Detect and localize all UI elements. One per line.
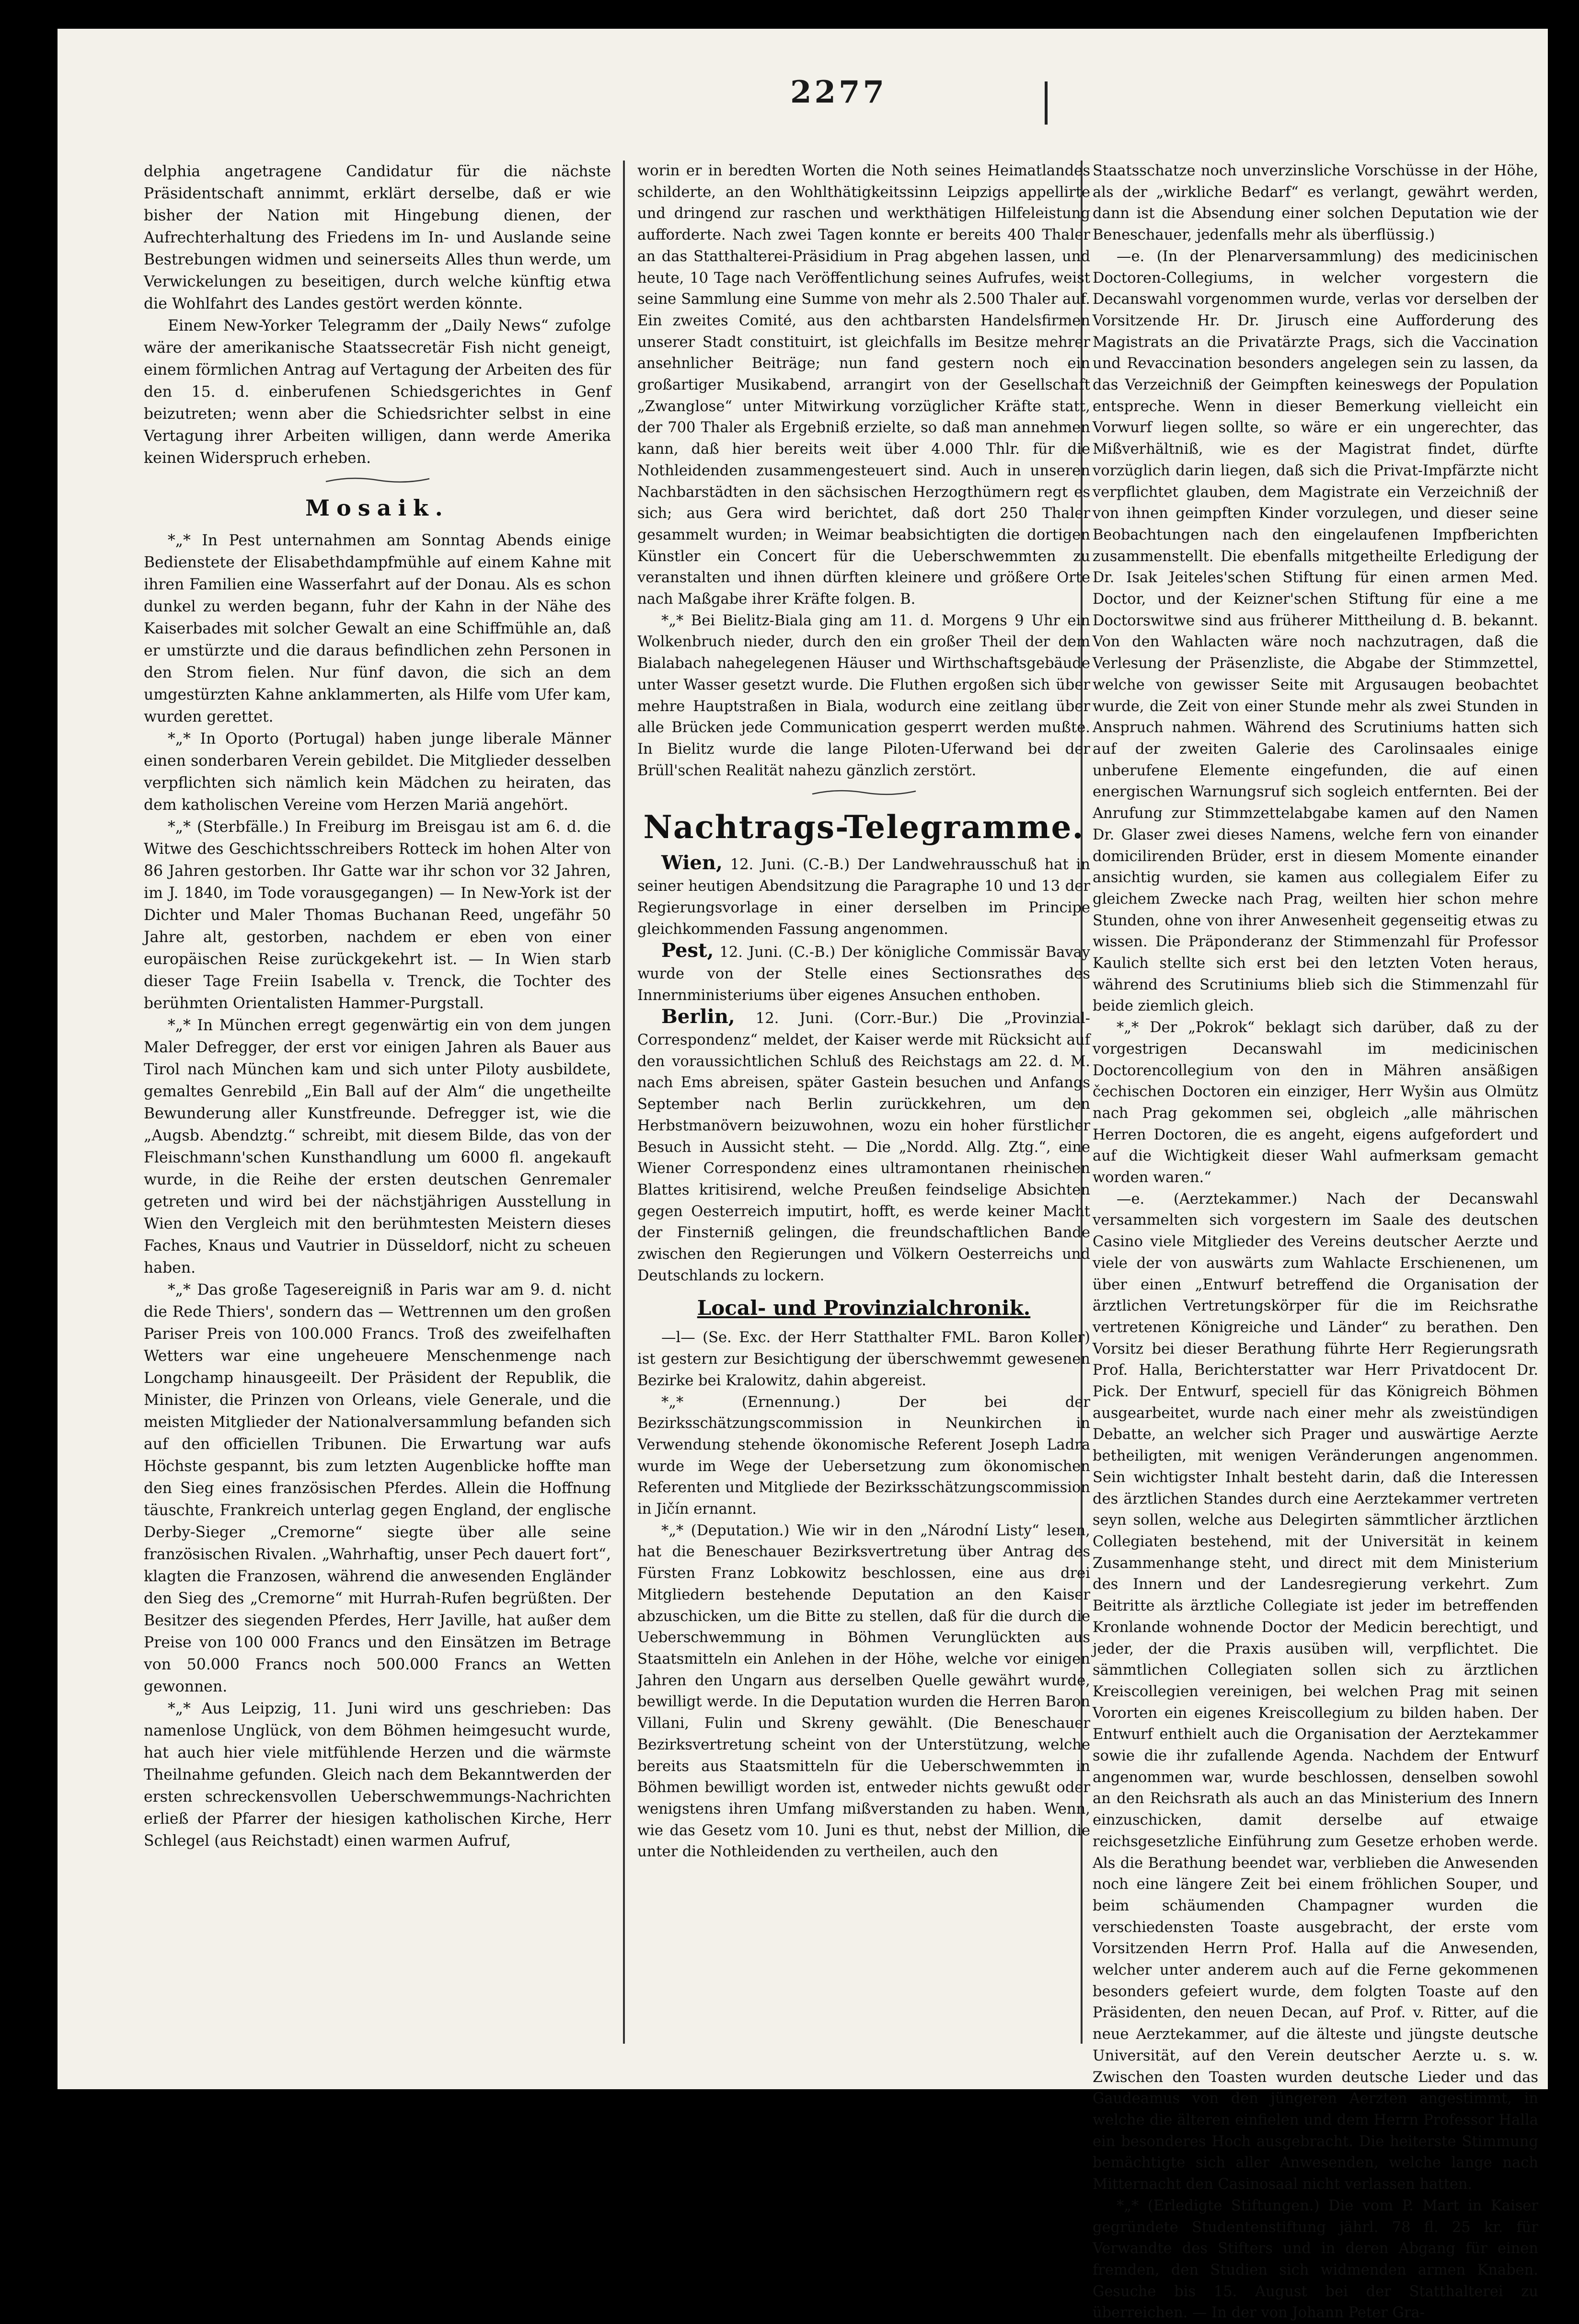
paragraph: *„* Bei Bielitz-Biala ging am 11. d. Morgens 9 Uhr ein Wolkenbruch nieder, durch den ein großer Theil der dem Bialabach nahegelegenen Häuser und Wirthschaftsgebäude unter Wasser gesetzt wurde. Die Fluthen ergoßen sich über mehre Hauptstraßen in Biala, wodurch eine zeitlang über alle Brücken jede Communication gesperrt werden mußte. In Bielitz wurde die lange Piloten-Uferwand bei der Brüll'schen Realität nahezu gänzlich zerstört. xyxy=(637,612,1090,779)
paragraph: *„* Aus Leipzig, 11. Juni wird uns geschrieben: Das namenlose Unglück, von dem Böhmen heimgesucht wurde, hat auch hier viele mitfühlende Herzen und die wärmste Theilnahme gefunden. Gleich nach dem Bekanntwerden der ersten schreckensvollen Ueberschwemmungs-Nachrichten erließ der Pfarrer der hiesigen katholischen Kirche, Herr Schlegel (aus Reichstadt) einen warmen Aufruf, xyxy=(144,1700,611,1850)
paragraph: *„* In Pest unternahmen am Sonntag Abends einige Bedienstete der Elisabethdampfmühle auf einem Kahne mit ihren Familien eine Wasserfahrt auf der Donau. Als es schon dunkel zu werden begann, fuhr der Kahn in der Nähe des Kaiserbades mit solcher Gewalt an eine Schiffmühle an, daß er umstürzte und die daraus befindlichen zehn Personen in den Strom fielen. Nur fünf davon, die sich an dem umgestürzten Kahne anklammerten, als Hilfe vom Ufer kam, wurden gerettet. xyxy=(144,532,611,725)
column-2 xyxy=(637,161,1090,2053)
telegram-text: 12. Juni. (C.-B.) Der königliche Commissär Bavay wurde von der Stelle eines Sectionsrathes des Innernministeriums über eigenes Ansuchen enthoben. xyxy=(637,944,1090,1004)
column-rule xyxy=(623,161,625,2044)
section-heading-local: Local- und Provinzialchronik. xyxy=(697,1296,1031,1320)
paragraph: delphia angetragene Candidatur für die nächste Präsidentschaft annimmt, erklärt derselbe, daß er wie bisher der Nation mit Hingebung dienen, der Aufrechterhaltung des Friedens im In- und Auslande seine Bestrebungen widmen und seinerseits Alles thun werde, um Verwickelungen zu beseitigen, durch welche künftig etwa die Wohlfahrt des Landes gestört werden könnte. xyxy=(144,163,611,312)
section-divider xyxy=(325,476,430,484)
dateline: Wien, xyxy=(661,851,723,874)
paragraph: *„* (Ernennung.) Der bei der Bezirksschätzungscommission in Neunkirchen in Verwendung stehende ökonomische Referent Joseph Ladra wurde im Wege der Uebersetzung zum ökonomischen Referenten und Mitgliede der Bezirksschätzungscommission in Jičín ernannt. xyxy=(637,1393,1090,1518)
dateline: Pest, xyxy=(661,939,714,962)
telegram-vienna xyxy=(637,852,1090,940)
column-3 xyxy=(1093,161,1538,2322)
paragraph: *„* (Sterbfälle.) In Freiburg im Breisgau ist am 6. d. die Witwe des Geschichtsschreibers Rotteck im hohen Alter von 86 Jahren gestorben. Ihr Gatte war ihr schon vor 32 Jahren, im J. 1840, im Tode vorausgegangen) — In New-York ist der Dichter und Maler Thomas Buchanan Reed, ungefähr 50 Jahre alt, gestorben, nachdem er eben von einer europäischen Reise zurückgekehrt ist. — In Wien starb dieser Tage Freiin Isabella v. Trenck, die Tochter des berühmten Orientalisten Hammer-Purgstall. xyxy=(144,818,611,1012)
paragraph: —l— (Se. Exc. der Herr Statthalter FML. Baron Koller) ist gestern zur Besichtigung der überschwemmt gewesenen Bezirke bei Kralowitz, dahin abgereist. xyxy=(637,1329,1090,1389)
paragraph: Staatsschatze noch unverzinsliche Vorschüsse in der Höhe, als der „wirkliche Bedarf“ es verlangt, gewährt werden, dann ist die Absendung einer solchen Deputation wie der Beneschauer, jedenfalls mehr als überflüssig.) xyxy=(1093,162,1538,244)
telegram-text: 12. Juni. (C.-B.) Der Landwehrausschuß hat in seiner heutigen Abendsitzung die Paragraphe 10 und 13 der Regierungsvorlage in einer derselben im Principe gleichkommenden Fassung angenommen. xyxy=(637,856,1090,938)
paragraph: *„* In München erregt gegenwärtig ein von dem jungen Maler Defregger, der erst vor einigen Jahren als Bauer aus Tirol nach München kam und sich unter Piloty ausbildete, gemaltes Genrebild „Ein Ball auf der Alm“ die ungetheilte Bewunderung aller Kunstfreunde. Defregger ist, wie die „Augsb. Abendztg.“ schreibt, mit diesem Bilde, das von der Fleischmann'schen Kunsthandlung um 6000 fl. angekauft wurde, in die Reihe der ersten deutschen Genremaler getreten und wird bei der nächstjährigen Ausstellung in Wien den Vergleich mit den berühmtesten Meistern dieses Faches, Knaus und Vautrier in Düsseldorf, nicht zu scheuen haben. xyxy=(144,1017,611,1277)
page-number: 2277 xyxy=(790,74,887,110)
paragraph: *„* Das große Tagesereigniß in Paris war am 9. d. nicht die Rede Thiers', sondern das — Wettrennen um den großen Pariser Preis von 100.000 Francs. Troß des zweifelhaften Wetters war eine ungeheuere Menschenmenge nach Longchamp hinausgeeilt. Der Präsident der Republik, die Minister, die Prinzen von Orleans, viele Generale, und die meisten Mitglieder der Nationalversammlung befanden sich auf den officiellen Tribunen. Die Erwartung war aufs Höchste gespannt, bis zum letzten Augenblicke hoffte man den Sieg eines französischen Pferdes. Allein die Hoffnung täuschte, Frankreich unterlag gegen England, der englische Derby-Sieger „Cremorne“ siegte über alle seine französischen Rivalen. „Wahrhaftig, unser Pech dauert fort“, klagten die Franzosen, während die anwesenden Engländer den Sieg des „Cremorne“ mit Hurrah-Rufen begrüßten. Der Besitzer des siegenden Pferdes, Herr Javille, hat außer dem Preise von 100 000 Francs und den Einsätzen im Betrage von 50.000 Francs noch 500.000 Francs an Wetten gewonnen. xyxy=(144,1281,611,1695)
column-1 xyxy=(144,161,611,2053)
newspaper-page xyxy=(58,29,1548,2322)
telegram-berlin xyxy=(637,1006,1090,1287)
section-divider xyxy=(811,788,917,797)
paragraph: —e. (Aerztekammer.) Nach der Decanswahl versammelten sich vorgestern im Saale des deutschen Casino viele Mitglieder des Vereins deutscher Aerzte und viele der von auswärts zum Wahlacte Erschienenen, um über einen „Entwurf betreffend die Organisation der ärztlichen Vertretungskörper für die im Reichsrathe vertretenen Königreiche und Länder“ zu berathen. Den Vorsitz bei dieser Berathung führte Herr Regierungsrath Prof. Halla, Berichterstatter war Herr Privatdocent Dr. Pick. Der Entwurf, speciell für das Königreich Böhmen ausgearbeitet, wurde nach einer mehr als zweistündigen Debatte, an welcher sich Prager und auswärtige Aerzte betheiligten, mit wenigen Veränderungen angenommen. Sein wichtigster Inhalt besteht darin, daß die Interessen des ärztlichen Standes durch eine Aerztekammer vertreten seyn sollen, welche aus Delegirten sämmtlicher ärztlichen Collegiaten bestehend, mit der Universität in keinem Zusammenhange steht, und direct mit dem Ministerium des Innern und der Landesregierung verkehrt. Zum Beitritte als ärztliche Collegiate ist jeder im betreffenden Kronlande wohnende Doctor der Medicin berechtigt, und jeder, der die Praxis ausüben will, verpflichtet. Die sämmtlichen Collegiaten sollen sich zu ärztlichen Kreiscollegien vereinigen, bei welchen Prag mit seinen Vororten ein eigenes Kreiscollegium zu bilden haben. Der Entwurf enthielt auch die Organisation der Aerztekammer sowie die ihr zufallende Agenda. Nachdem der Entwurf angenommen war, wurde beschlossen, denselben sowohl an den Reichsrath als auch an das Ministerium des Innern einzuschicken, damit derselbe auf etwaige reichsgesetzliche Einführung zum Gesetze erhoben werde. Als die Berathung beendet war, verblieben die Anwesenden noch eine längere Zeit bei einem fröhlichen Souper, und beim schäumenden Champagner wurden die verschiedensten Toaste ausgebracht, der erste vom Vorsitzenden Herrn Prof. Halla auf die Anwesenden, welcher unter anderem auch auf die Ferne gekommenen besonders gefeiert wurde, dem folgten Toaste auf den Präsidenten, den neuen Decan, auf Prof. v. Ritter, auf die neue Aerztekammer, auf die älteste und jüngste deutsche Universität, auf den Verein deutscher Aerzte u. s. w. Zwischen den Toasten wurden deutsche Lieder und das Gaudeamus von den jüngeren Aerzten angestimmt, in welche die älteren einfielen und dem Herrn Professor Halla ein besonderes Hoch ausgebracht. Die heiterste Stimmung bemächtigte sich aller Anwesenden, welche lange nach Mitternacht den Casinosaal nicht verlassen hatten. xyxy=(1093,1190,1538,2193)
paragraph: Einem New-Yorker Telegramm der „Daily News“ zufolge wäre der amerikanische Staatssecretär Fish nicht geneigt, einem förmlichen Antrag auf Vertagung der Arbeiten des für den 15. d. einberufenen Schiedsgerichtes in Genf beizutreten; wenn aber die Schiedsrichter selbst in eine Vertagung ihrer Arbeiten willigen, dann werde Amerika keinen Widerspruch erheben. xyxy=(144,317,611,467)
section-heading-telegrams: Nachtrags-Telegramme. xyxy=(643,808,1084,846)
paragraph: *„* Der „Pokrok“ beklagt sich darüber, daß zu der vorgestrigen Decanswahl im medicinischen Doctorencollegium von den in Mähren ansäßigen čechischen Doctoren ein einziger, Herr Wyšin aus Olmütz nach Prag gekommen sei, obgleich „alle mährischen Herren Doctoren, die es angeht, eigens aufgefordert und auf die Wichtigkeit dieser Wahl aufmerksam gemacht worden waren.“ xyxy=(1093,1019,1538,1186)
telegram-text: 12. Juni. (Corr.-Bur.) Die „Provinzial-Correspondenz“ meldet, der Kaiser werde mit Rücksicht auf den voraussichtlichen Schluß des Reichstags am 22. d. M. nach Ems abreisen, später Gastein besuchen und Anfangs September nach Berlin zurückkehren, um den Herbstmanövern beizuwohnen, wozu ein hoher fürstlicher Besuch in Aussicht steht. — Die „Nordd. Allg. Ztg.“, eine Wiener Correspondenz eines ultramontanen rheinischen Blattes kritisirend, welche Preußen feindselige Absichten gegen Oesterreich imputirt, hofft, es werde keiner Macht der Finsterniß gelingen, die freundschaftlichen Bande zwischen den Regierungen und Völkern Oesterreichs und Deutschlands zu lockern. xyxy=(637,1010,1090,1284)
paragraph: *„* In Oporto (Portugal) haben junge liberale Männer einen sonderbaren Verein gebildet. Die Mitglieder desselben verpflichten sich nämlich kein Mädchen zu heiraten, das dem katholischen Vereine vom Herzen Mariä angehört. xyxy=(144,730,611,814)
margin-mark xyxy=(1045,81,1048,125)
paragraph: *„* (Deputation.) Wie wir in den „Národní Listy“ lesen, hat die Beneschauer Bezirksvertretung über Antrag des Fürsten Franz Lobkowitz beschlossen, eine aus drei Mitgliedern bestehende Deputation an den Kaiser abzuschicken, um die Bitte zu stellen, daß für die durch die Ueberschwemmung in Böhmen Verunglückten aus Staatsmitteln ein Anlehen in der Höhe, welche vor einigen Jahren den Ungarn aus derselben Quelle gewährt wurde, bewilligt werde. In die Deputation wurden die Herren Baron Villani, Fulin und Skreny gewählt. (Die Beneschauer Bezirksvertretung scheint von der Unterstützung, welche bereits aus Staatsmitteln für die Ueberschwemmten in Böhmen bewilligt worden ist, entweder nichts gewußt oder wenigstens ihren Umfang mißverstanden zu haben. Wenn, wie das Gesetz vom 10. Juni es thut, nebst der Million, die unter die Nothleidenden zu vertheilen, auch den xyxy=(637,1522,1090,1861)
paragraph: worin er in beredten Worten die Noth seines Heimatlandes schilderte, an den Wohlthätigkeitssinn Leipzigs appellirte und dringend zur raschen und werkthätigen Hilfeleistung aufforderte. Nach zwei Tagen konnte er bereits 400 Thaler an das Statthalterei-Präsidium in Prag abgehen lassen, und heute, 10 Tage nach Veröffentlichung seines Aufrufes, weist seine Sammlung eine Summe von mehr als 2.500 Thaler auf. Ein zweites Comité, aus den achtbarsten Handelsfirmen unserer Stadt constituirt, ist gleichfalls im Besitze mehrer ansehnlicher Beiträge; nun fand gestern noch ein großartiger Musikabend, arrangirt von der Gesellschaft „Zwanglose“ unter Mitwirkung vorzüglicher Kräfte statt, der 700 Thaler als Ergebniß erzielte, so daß man annehmen kann, daß hier bereits weit über 4.000 Thlr. für die Nothleidenden zusammengesteuert sind. Auch in unseren Nachbarstädten in den sächsischen Herzogthümern regt es sich; aus Gera wird berichtet, daß dort 250 Thaler gesammelt wurden; in Weimar beabsichtigten die dortigen Künstler ein Concert für die Ueberschwemmten zu veranstalten und ihnen dürften kleinere und größere Orte nach Maßgabe ihrer Kräfte folgen. B. xyxy=(637,162,1090,608)
dateline: Berlin, xyxy=(661,1005,735,1028)
paragraph: *„* (Erledigte Stiftungen.) Die vom P. Mart in Kaiser gegründete Studentenstiftung jährl. 78 fl. 25 kr. für Verwandte des Stifters und in deren Abgang für einen fremden, den Studien sich widmenden armen Knaben. Gesuche bis 15. August bei der Statthalterei zu überreichen. — In der von Johann Peter Gra- xyxy=(1093,2197,1538,2322)
section-heading-mosaik: Mosaik. xyxy=(305,495,449,521)
telegram-pest xyxy=(637,940,1090,1006)
paragraph: —e. (In der Plenarversammlung) des medicinischen Doctoren-Collegiums, in welcher vorgestern die Decanswahl vorgenommen wurde, verlas vor derselben der Vorsitzende Hr. Dr. Jirusch eine Aufforderung des Magistrats an die Privatärzte Prags, sich die Vaccination und Revaccination besonders angelegen sein zu lassen, da das Verzeichniß der Geimpften keineswegs der Population entspreche. Wenn in dieser Bemerkung vielleicht ein Vorwurf liegen sollte, so wäre er ein ungerechter, das Mißverhältniß, wie es der Magistrat findet, dürfte vorzüglich darin liegen, daß sich die Privat-Impfärzte nicht verpflichtet glauben, dem Magistrate ein Verzeichniß der von ihnen geimpften Kinder vorzulegen, und dieser seine Beobachtungen nach den eingelaufenen Impfberichten zusammenstellt. Die ebenfalls mitgetheilte Erledigung der Dr. Isak Jeiteles'schen Stiftung für einen armen Med. Doctor, und der Keizner'schen Stiftung für eine a me Doctorswitwe sind aus früherer Mittheilung d. B. bekannt. Von den Wahlacten wäre noch nachzutragen, daß die Verlesung der Präsenzliste, die Abgabe der Stimmzettel, welche von gewisser Seite mit Argusaugen beobachtet wurde, die Zeit von einer Stunde mehr als zwei Stunden in Anspruch nahmen. Während des Scrutiniums hatten sich auf der zweiten Galerie des Carolinsaales einige unberufene Elemente eingefunden, die auf einen energischen Warnungsruf sich sogleich entfernten. Bei der Anrufung zur Stimmzettelabgabe kamen auf den Namen Dr. Glaser zwei dieses Namens, welche fern von einander domicilirenden Brüder, erst in diesem Momente einander ansichtig wurden, sie kamen aus collegialem Eifer zu gleichem Zwecke nach Prag, weilten hier schon mehre Stunden, ohne von ihrer Anwesenheit gegenseitig etwas zu wissen. Die Präponderanz der Stimmenzahl für Professor Kaulich stellte sich erst bei den letzten Voten heraus, während des Scrutiniums blieb sich die Stimmenzahl für beide ziemlich gleich. xyxy=(1093,248,1538,1015)
